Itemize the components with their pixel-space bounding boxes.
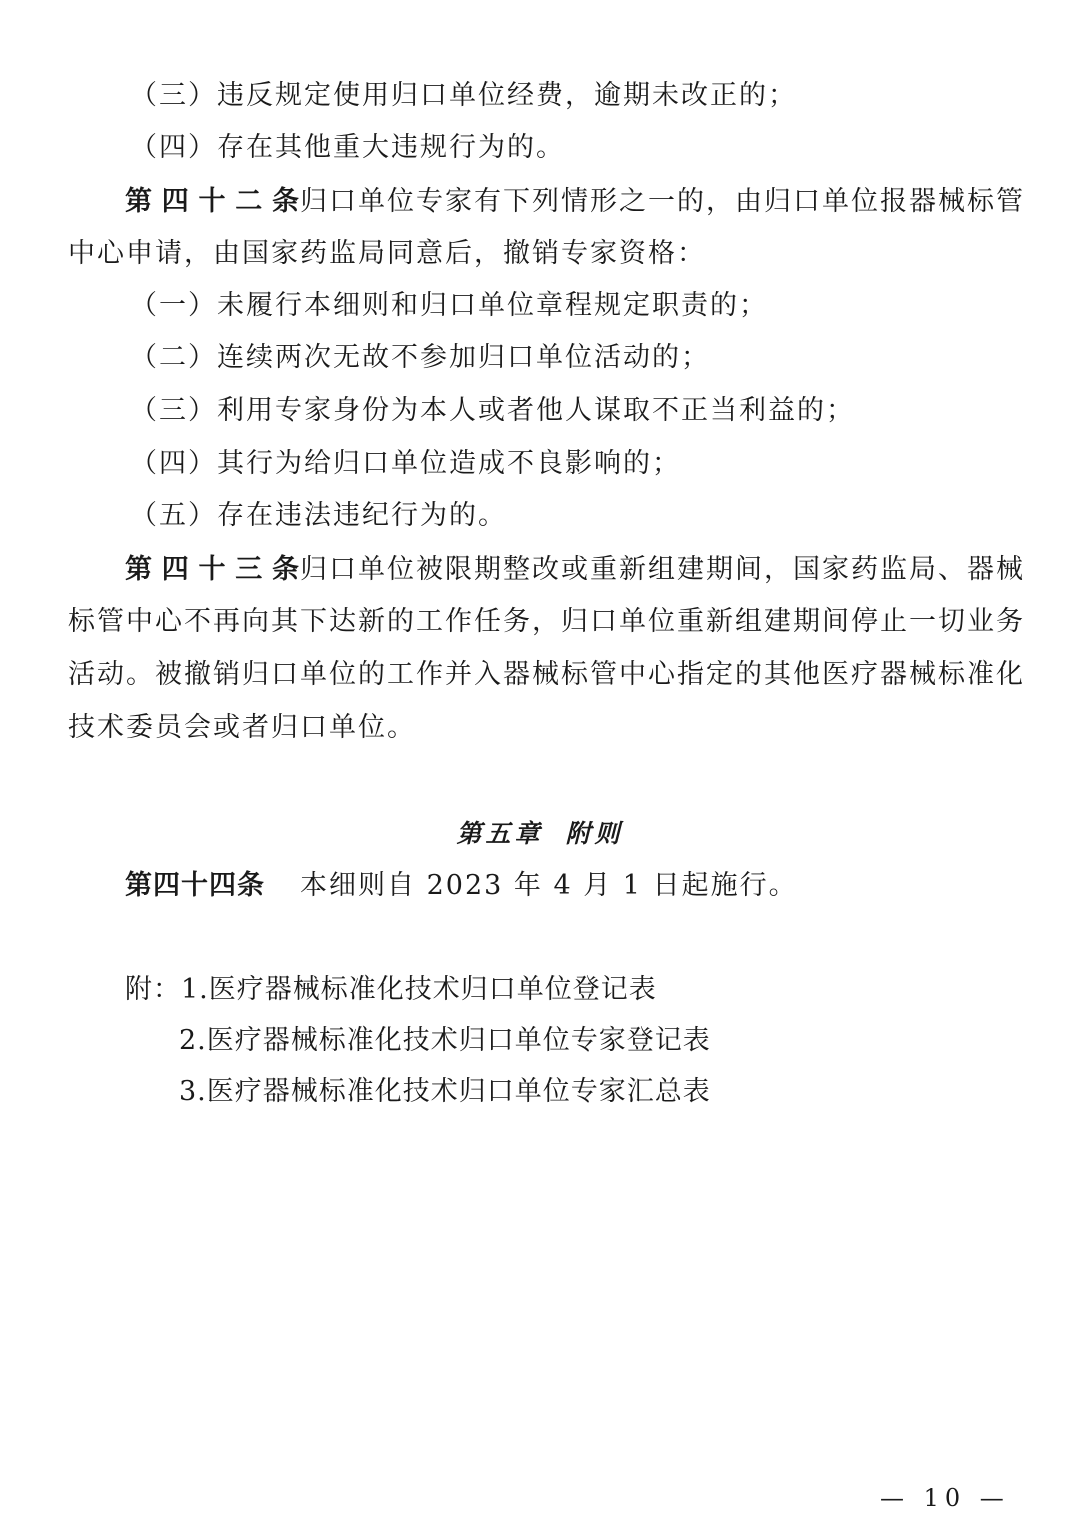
chapter-label: 第五章	[456, 819, 544, 848]
article-43-line-4: 技术委员会或者归口单位。	[68, 712, 416, 743]
list-item: （四）其行为给归口单位造成不良影响的；	[130, 448, 681, 479]
article-text: 归口单位被限期整改或重新组建期间，国家药监局、器械	[300, 554, 1025, 585]
article-43-line-3: 活动。被撤销归口单位的工作并入器械标管中心指定的其他医疗器械标准化	[68, 659, 1025, 690]
chapter-heading	[0, 814, 1080, 854]
list-item: （二）连续两次无故不参加归口单位活动的；	[130, 342, 710, 373]
annex-item-2: 2.医疗器械标准化技术归口单位专家登记表	[179, 1025, 711, 1056]
article-43-line-1	[0, 550, 1025, 590]
article-number: 第四十四条	[125, 870, 265, 901]
article-43-line-2: 标管中心不再向其下达新的工作任务，归口单位重新组建期间停止一切业务	[68, 606, 1025, 637]
annex-item-1	[125, 970, 657, 1010]
article-42-line-1	[0, 182, 1025, 222]
article-number: 第四十二条	[125, 186, 300, 217]
chapter-title: 附则	[565, 819, 624, 848]
annex-item-3: 3.医疗器械标准化技术归口单位专家汇总表	[179, 1076, 711, 1107]
article-text: 本细则自 2023 年 4 月 1 日起施行。	[300, 870, 798, 901]
article-44	[0, 866, 1080, 906]
list-item: （三）利用专家身份为本人或者他人谋取不正当利益的；	[130, 395, 855, 426]
annex-prefix: 附：	[125, 974, 181, 1005]
list-item: （四）存在其他重大违规行为的。	[130, 132, 565, 163]
article-number: 第四十三条	[125, 554, 300, 585]
annex-title: 1.医疗器械标准化技术归口单位登记表	[181, 974, 657, 1005]
article-text: 归口单位专家有下列情形之一的，由归口单位报器械标管	[300, 186, 1025, 217]
page-number: — 10 —	[880, 1484, 1010, 1512]
list-item: （一）未履行本细则和归口单位章程规定职责的；	[130, 290, 768, 321]
list-item: （三）违反规定使用归口单位经费，逾期未改正的；	[130, 80, 797, 111]
article-42-line-2: 中心申请，由国家药监局同意后，撤销专家资格：	[68, 238, 706, 269]
list-item: （五）存在违法违纪行为的。	[130, 500, 507, 531]
